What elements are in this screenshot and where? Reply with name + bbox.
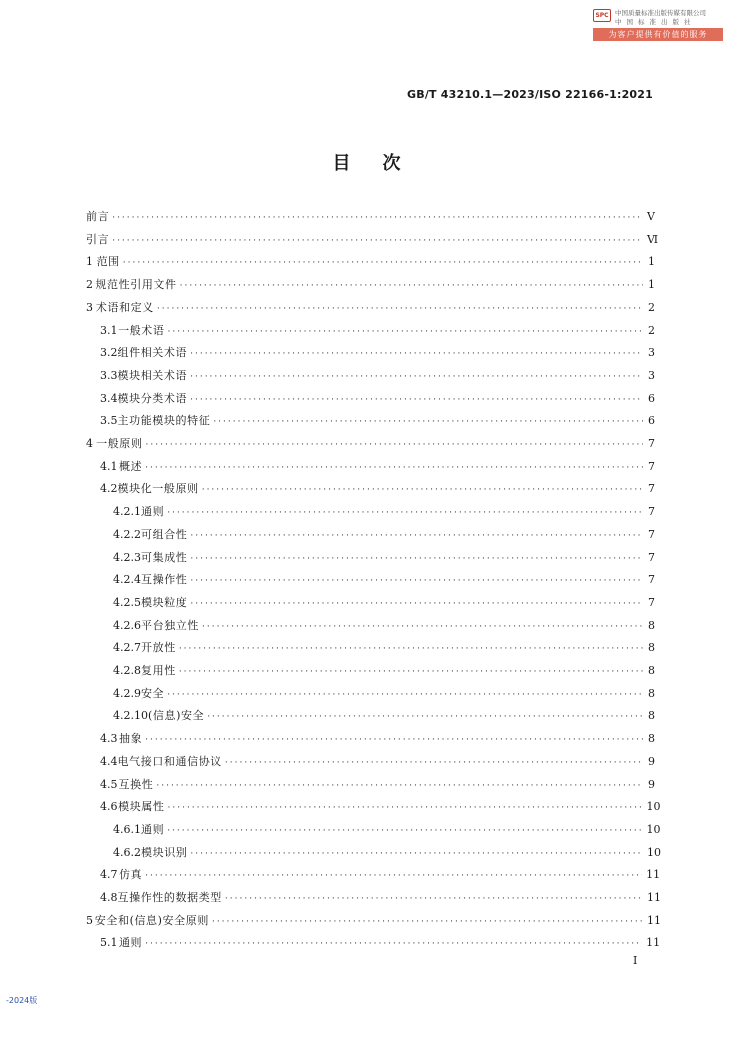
toc-entry-page: 10 (646, 800, 661, 813)
toc-entry[interactable] (86, 253, 655, 271)
toc-entry-number: 5.1 (100, 936, 118, 949)
toc-entry[interactable] (113, 707, 655, 725)
toc-dot-leader (112, 209, 643, 227)
toc-entry-number: 3.4 (100, 392, 118, 405)
toc-entry-number: 4.6.1 (113, 823, 141, 836)
toc-entry-page: 7 (648, 551, 655, 564)
toc-entry-title: 范围 (96, 255, 120, 268)
publisher-header (593, 6, 723, 42)
toc-entry[interactable] (113, 639, 655, 657)
toc-entry-page: 6 (648, 392, 655, 405)
toc-entry-number: 4.6.2 (113, 846, 141, 859)
toc-dot-leader (146, 436, 643, 454)
toc-entry-number: 4.2.7 (113, 641, 141, 654)
toc-entry-number: 3 (86, 301, 93, 314)
toc-entry[interactable] (113, 685, 655, 703)
toc-entry-title: (信息)安全 (148, 709, 205, 722)
toc-entry[interactable] (113, 503, 655, 521)
toc-dot-leader (190, 527, 643, 545)
toc-entry-number: 4.5 (100, 778, 118, 791)
toc-entry-page: 7 (648, 596, 655, 609)
toc-entry[interactable] (86, 208, 655, 226)
toc-entry[interactable] (100, 367, 655, 385)
toc-entry-title: 一般术语 (118, 324, 165, 337)
toc-dot-leader (202, 481, 643, 499)
toc-entry-number: 4.4 (100, 755, 118, 768)
toc-entry-title: 复用性 (141, 664, 176, 677)
toc-entry-title: 通则 (118, 936, 143, 949)
toc-entry-number: 4.2.9 (113, 687, 141, 700)
toc-entry[interactable] (100, 458, 655, 476)
toc-entry[interactable] (113, 526, 655, 544)
toc-entry-number: 4.6 (100, 800, 118, 813)
toc-entry-title: 互操作性的数据类型 (117, 891, 222, 904)
edition-tag: -2024版 (6, 996, 38, 1005)
toc-entry[interactable] (100, 934, 661, 952)
page-number: I (633, 954, 638, 967)
toc-entry[interactable] (86, 231, 659, 249)
toc-dot-leader (167, 504, 643, 522)
toc-entry[interactable] (113, 594, 655, 612)
toc-entry[interactable] (100, 889, 661, 907)
toc-entry-page: 11 (647, 891, 661, 904)
toc-entry[interactable] (100, 344, 655, 362)
toc-entry-title: 主功能模块的特征 (117, 414, 211, 427)
toc-dot-leader (167, 686, 643, 704)
toc-entry-page: 1 (648, 278, 655, 291)
toc-dot-leader (225, 754, 643, 772)
toc-dot-leader (157, 300, 643, 318)
toc-entry-title: 规范性引用文件 (95, 278, 177, 291)
toc-dot-leader (145, 867, 642, 885)
toc-dot-leader (123, 254, 643, 272)
toc-entry-title: 仿真 (118, 868, 143, 881)
toc-entry[interactable] (100, 730, 655, 748)
toc-dot-leader (213, 413, 643, 431)
toc-entry-number: 4.3 (100, 732, 118, 745)
toc-entry-page: 2 (648, 324, 655, 337)
toc-entry[interactable] (113, 821, 661, 839)
toc-entry-page: 11 (647, 914, 661, 927)
toc-entry-number: 4.2.2 (113, 528, 141, 541)
toc-entry-number: 4 (86, 437, 93, 450)
toc-entry-page: 8 (648, 664, 655, 677)
toc-dot-leader (145, 935, 642, 953)
toc-entry-page: 1 (648, 255, 655, 268)
toc-entry-number: 4.2.6 (113, 619, 141, 632)
toc-dot-leader (190, 550, 643, 568)
toc-dot-leader (145, 731, 643, 749)
toc-dot-leader (225, 890, 643, 908)
toc-entry-title: 模块识别 (141, 846, 188, 859)
toc-entry-number: 4.2.4 (113, 573, 141, 586)
toc-dot-leader (190, 391, 643, 409)
toc-entry-title: 平台独立性 (141, 619, 199, 632)
toc-dot-leader (190, 345, 643, 363)
toc-entry-number: 4.2.5 (113, 596, 141, 609)
toc-entry-title: 组件相关术语 (117, 346, 188, 359)
toc-dot-leader (202, 618, 643, 636)
toc-dot-leader (190, 572, 643, 590)
toc-entry-number: 3.3 (100, 369, 118, 382)
toc-entry-page: 7 (648, 482, 655, 495)
toc-entry-title: 可组合性 (141, 528, 188, 541)
toc-entry-number: 1 (86, 255, 93, 268)
toc-entry-page: 6 (648, 414, 655, 427)
toc-entry[interactable] (113, 844, 661, 862)
toc-entry[interactable] (100, 412, 655, 430)
toc-dot-leader (179, 663, 643, 681)
toc-entry-page: 9 (648, 778, 655, 791)
toc-entry-title: 术语和定义 (95, 301, 154, 314)
toc-entry-number: 3.1 (100, 324, 118, 337)
toc-entry-page: 8 (648, 732, 655, 745)
toc-entry-number: 3.5 (100, 414, 118, 427)
toc-entry-number: 4.2.10 (113, 709, 148, 722)
toc-entry-page: Ⅴ (647, 210, 655, 223)
toc-entry-title: 互操作性 (141, 573, 188, 586)
toc-entry[interactable] (100, 866, 661, 884)
toc-entry-page: 11 (646, 936, 661, 949)
toc-entry[interactable] (100, 390, 655, 408)
toc-entry-page: 7 (648, 528, 655, 541)
toc-entry-title: 模块化一般原则 (117, 482, 199, 495)
toc-entry-title: 通则 (141, 505, 165, 518)
toc-dot-leader (180, 277, 643, 295)
toc-entry[interactable] (113, 617, 655, 635)
toc-entry-number: 3.2 (100, 346, 118, 359)
toc-entry-page: 8 (648, 641, 655, 654)
toc-dot-leader (168, 799, 643, 817)
toc-entry[interactable] (113, 662, 655, 680)
toc-entry-number: 4.1 (100, 460, 118, 473)
toc-entry-title: 模块粒度 (141, 596, 188, 609)
standard-number: GB/T 43210.1—2023/ISO 22166-1:2021 (407, 88, 653, 101)
toc-entry-title: 开放性 (141, 641, 176, 654)
toc-entry[interactable] (100, 798, 661, 816)
toc-entry-page: 10 (646, 823, 661, 836)
publisher-slogan: 为客户提供有价值的服务 (593, 28, 723, 41)
toc-entry-number: 2 (86, 278, 93, 291)
toc-entry-number: 4.2 (100, 482, 118, 495)
toc-entry-page: 9 (648, 755, 655, 768)
toc-entry[interactable] (113, 549, 655, 567)
toc-entry[interactable] (113, 571, 655, 589)
toc-entry-title: 可集成性 (141, 551, 188, 564)
toc-entry-number: 4.8 (100, 891, 118, 904)
toc-entry[interactable] (100, 322, 655, 340)
toc-entry[interactable] (86, 299, 655, 317)
toc-entry-title: 模块属性 (118, 800, 165, 813)
toc-entry-page: 2 (648, 301, 655, 314)
toc-entry-title: 电气接口和通信协议 (117, 755, 222, 768)
toc-entry-number: 4.2.3 (113, 551, 141, 564)
toc-entry-page: 11 (646, 868, 661, 881)
toc-entry-title: 引言 (86, 233, 110, 246)
toc-entry-title: 互换性 (118, 778, 154, 791)
toc-entry-title: 前言 (86, 210, 110, 223)
toc-dot-leader (145, 459, 643, 477)
toc-entry-title: 安全和(信息)安全原则 (94, 914, 209, 927)
toc-entry-title: 概述 (118, 460, 143, 473)
toc-entry-title: 安全 (141, 687, 165, 700)
toc-dot-leader (167, 822, 642, 840)
toc-entry-page: 8 (648, 709, 655, 722)
toc-entry[interactable] (100, 753, 655, 771)
toc-entry-title: 一般原则 (96, 437, 143, 450)
publisher-subname: 中国标准出版社 (615, 18, 696, 26)
toc-entry-page: 7 (648, 460, 655, 473)
toc-entry[interactable] (86, 912, 661, 930)
toc-dot-leader (190, 595, 643, 613)
page-title: 目次 (332, 153, 433, 174)
toc-entry[interactable] (100, 480, 655, 498)
toc-entry-title: 抽象 (118, 732, 143, 745)
publisher-logo-icon: SPC (593, 9, 611, 22)
toc-entry-number: 4.7 (100, 868, 118, 881)
toc-entry-title: 通则 (141, 823, 165, 836)
toc-entry-title: 模块分类术语 (117, 392, 188, 405)
toc-entry[interactable] (86, 276, 655, 294)
toc-entry-number: 5 (86, 914, 93, 927)
toc-dot-leader (168, 323, 643, 341)
publisher-name: 中国质量标准出版传媒有限公司 (615, 9, 706, 17)
toc-dot-leader (207, 708, 643, 726)
toc-entry[interactable] (100, 776, 655, 794)
toc-entry-page: 10 (646, 846, 661, 859)
toc-dot-leader (112, 232, 643, 250)
toc-entry-page: 3 (648, 369, 655, 382)
toc-entry-page: 7 (648, 573, 655, 586)
toc-entry-number: 4.2.8 (113, 664, 141, 677)
toc-dot-leader (190, 368, 643, 386)
toc-entry-page: 7 (648, 437, 655, 450)
toc-entry[interactable] (86, 435, 655, 453)
toc-entry-page: 3 (648, 346, 655, 359)
toc-entry-page: 8 (648, 619, 655, 632)
toc-entry-page: 7 (648, 505, 655, 518)
toc-dot-leader (190, 845, 643, 863)
toc-dot-leader (179, 640, 643, 658)
toc-entry-page: Ⅵ (647, 233, 659, 246)
toc-entry-number: 4.2.1 (113, 505, 141, 518)
toc-dot-leader (212, 913, 643, 931)
toc-entry-page: 8 (648, 687, 655, 700)
toc-entry-title: 模块相关术语 (117, 369, 188, 382)
toc-dot-leader (156, 777, 643, 795)
